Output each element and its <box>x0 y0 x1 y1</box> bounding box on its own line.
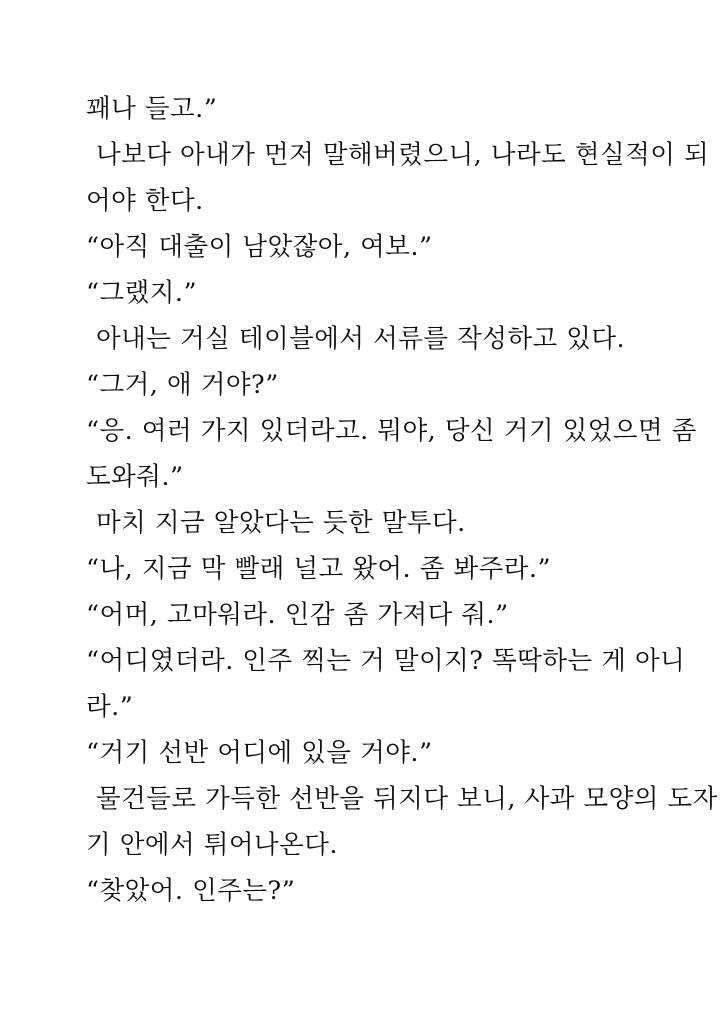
text-line-13: “어디였더라. 인주 찍는 거 말이지? 똑딱하는 게 아니 <box>86 646 686 676</box>
text-line-14: 라.” <box>86 692 134 722</box>
text-line-2: 나보다 아내가 먼저 말해버렸으니, 나라도 현실적이 되 <box>96 140 710 170</box>
text-line-6: 아내는 거실 테이블에서 서류를 작성하고 있다. <box>96 324 626 354</box>
text-line-17: 기 안에서 튀어나온다. <box>86 830 339 860</box>
text-line-3: 어야 한다. <box>86 186 204 216</box>
text-line-15: “거기 선반 어디에 있을 거야.” <box>86 738 433 768</box>
text-line-16: 물건들로 가득한 선반을 뒤지다 보니, 사과 모양의 도자 <box>96 784 718 814</box>
text-line-9: 도와줘.” <box>86 462 184 492</box>
text-line-4: “아직 대출이 남았잖아, 여보.” <box>86 232 433 262</box>
text-line-1: 꽤나 들고.” <box>86 94 218 124</box>
text-line-7: “그거, 애 거야?” <box>86 370 279 400</box>
document-text <box>86 86 718 914</box>
text-line-12: “어머, 고마워라. 인감 좀 가져다 줘.” <box>86 600 509 630</box>
text-line-10: 마치 지금 알았다는 듯한 말투다. <box>96 508 466 538</box>
text-line-5: “그랬지.” <box>86 278 198 308</box>
text-line-8: “응. 여러 가지 있더라고. 뭐야, 당신 거기 있었으면 좀 <box>86 416 697 446</box>
text-line-18: “찾았어. 인주는?” <box>86 876 296 906</box>
text-line-11: “나, 지금 막 빨래 널고 왔어. 좀 봐주라.” <box>86 554 551 584</box>
